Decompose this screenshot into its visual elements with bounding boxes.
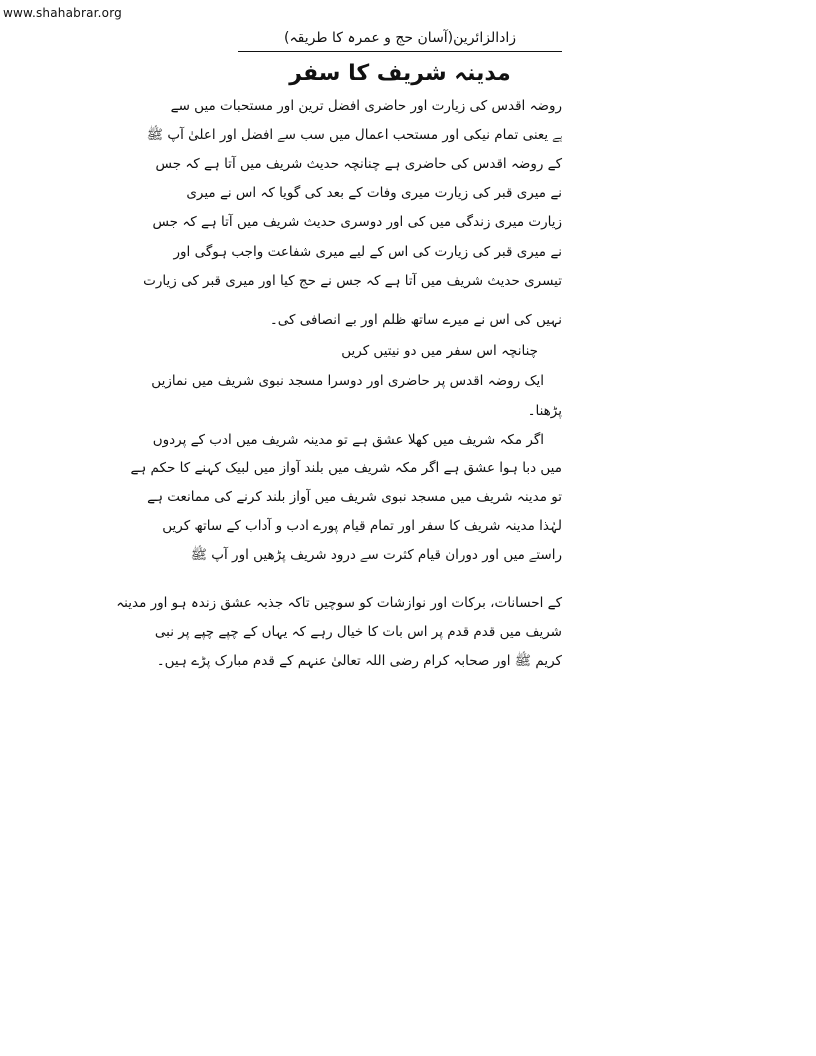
text-line: نے میری قبر کی زیارت کی اس کے لیے میری شفاعت واجب ہوگی اور bbox=[173, 244, 562, 260]
text-line: کے احسانات، برکات اور نوازشات کو سوچیں تاکہ جذبہ عشق زندہ ہو اور مدینہ bbox=[116, 595, 562, 611]
text-line: روضہ اقدس کی زیارت اور حاضری افضل ترین اور مستحبات میں سے bbox=[170, 98, 562, 114]
text-line: زیارت میری زندگی میں کی اور دوسری حدیث شریف میں آتا ہے کہ جس bbox=[152, 214, 562, 230]
text-line: لہٰذا مدینہ شریف کا سفر اور تمام قیام پورے ادب و آداب کے ساتھ کریں bbox=[162, 518, 562, 534]
chapter-title: مدینہ شریف کا سفر bbox=[289, 61, 511, 86]
text-line: ایک روضہ اقدس پر حاضری اور دوسرا مسجد نبوی شریف میں نمازیں bbox=[151, 373, 544, 389]
text-line: میں دبا ہوا عشق ہے اگر مکہ شریف میں بلند آواز میں لبیک کہنے کا حکم ہے bbox=[130, 460, 562, 476]
text-line: نہیں کی اس نے میرے ساتھ ظلم اور بے انصافی کی۔ bbox=[269, 312, 562, 328]
text-line: شریف میں قدم قدم پر اس بات کا خیال رہے کہ یہاں کے چپے چپے پر نبی bbox=[154, 624, 562, 640]
text-line: تیسری حدیث شریف میں آتا ہے کہ جس نے حج کیا اور میری قبر کی زیارت bbox=[143, 273, 562, 289]
text-line: پڑھنا۔ bbox=[527, 403, 562, 419]
text-line: چنانچہ اس سفر میں دو نیتیں کریں bbox=[341, 343, 538, 359]
text-line: راستے میں اور دوران قیام کثرت سے درود شریف پڑھیں اور آپ ﷺ bbox=[190, 547, 562, 563]
text-line: اگر مکہ شریف میں کھلا عشق ہے تو مدینہ شریف میں ادب کے پردوں bbox=[152, 432, 544, 448]
text-line: کے روضہ اقدس کی حاضری ہے چنانچہ حدیث شریف میں آتا ہے کہ جس bbox=[155, 156, 562, 172]
text-line: نے میری قبر کی زیارت میری وفات کے بعد کی گویا کہ اس نے میری bbox=[186, 185, 562, 201]
text-line: ہے یعنی تمام نیکی اور مستحب اعمال میں سب سے افضل اور اعلیٰ آپ ﷺ bbox=[146, 127, 562, 143]
page-header: زادالزائرین(آسان حج و عمرہ کا طریقہ) bbox=[238, 25, 562, 52]
text-line: کریم ﷺ اور صحابہ کرام رضی اللہ تعالیٰ عنہم کے قدم مبارک پڑے ہیں۔ bbox=[156, 653, 562, 669]
website-url: www.shahabrar.org bbox=[3, 6, 122, 20]
text-line: تو مدینہ شریف میں مسجد نبوی شریف میں آواز بلند کرنے کی ممانعت ہے bbox=[147, 489, 562, 505]
